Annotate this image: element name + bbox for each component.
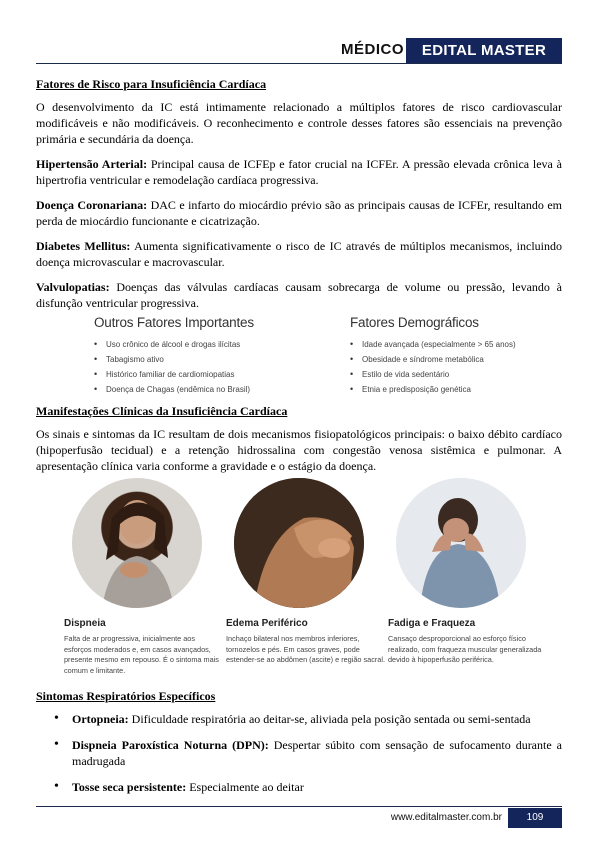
list-item: • Etnia e predisposição genética xyxy=(350,382,516,397)
edema-photo xyxy=(234,478,364,608)
section-title-risk-factors: Fatores de Risco para Insuficiência Cardíaca xyxy=(36,77,267,91)
footer-divider xyxy=(36,806,562,807)
list-item: • Ortopneia: Dificuldade respiratória ao deitar-se, aliviada pela posição sentada ou semi-sentada xyxy=(36,711,562,727)
card-dyspnea xyxy=(64,478,224,676)
page-content xyxy=(36,76,562,805)
risk-factor-coronary: Doença Coronariana: DAC e infarto do miocárdio prévio são as principais causas de ICFEr, resultando em perda de miocárdio funcionante e cicatrização. xyxy=(36,198,562,228)
page-number: 109 xyxy=(508,808,562,828)
card-description: Cansaço desproporcional ao esforço físico realizado, com fraqueza muscular generalizada devido à hipoperfusão periférica. xyxy=(388,634,542,664)
card-title: Edema Periférico xyxy=(226,618,308,629)
specialty-label: MÉDICO xyxy=(341,41,404,58)
term: Valvulopatias: xyxy=(36,280,110,294)
card-title: Fadiga e Fraqueza xyxy=(388,618,476,629)
list-item: • Histórico familiar de cardiomiopatias xyxy=(94,367,254,382)
header-divider xyxy=(36,63,562,64)
swollen-ankle-image xyxy=(234,478,364,608)
term: Tosse seca persistente: xyxy=(72,780,187,794)
factors-demographic-title: Fatores Demográficos xyxy=(350,315,479,330)
term: Doença Coronariana: xyxy=(36,198,148,212)
factors-demographic xyxy=(350,315,516,397)
list-item: • Tosse seca persistente: Especialmente ao deitar xyxy=(36,779,562,795)
list-item: • Uso crônico de álcool e drogas ilícitas xyxy=(94,337,254,352)
factors-other xyxy=(94,315,254,397)
tired-woman-image xyxy=(396,478,526,608)
risk-factor-diabetes: Diabetes Mellitus: Aumenta significativamente o risco de IC através de múltiplos mecanismos, incluindo doença microvascular e macrovascular. xyxy=(36,239,563,269)
dyspnea-photo xyxy=(72,478,202,608)
risk-factor-valvular: Valvulopatias: Doenças das válvulas cardíacas causam sobrecarga de volume ou pressão, levando à disfunção ventricular progressiva. xyxy=(36,280,562,310)
section-title-respiratory: Sintomas Respiratórios Específicos xyxy=(36,689,216,703)
card-edema xyxy=(226,478,386,666)
term: Ortopneia: xyxy=(72,712,129,726)
card-description: Inchaço bilateral nos membros inferiores, tornozelos e pés. Em casos graves, pode estender-se ao abdômen (ascite) e região sacral. xyxy=(226,634,385,664)
page-header xyxy=(36,38,562,64)
term: Diabetes Mellitus: xyxy=(36,239,131,253)
list-item: • Doença de Chagas (endêmica no Brasil) xyxy=(94,382,254,397)
website-link[interactable]: www.editalmaster.com.br xyxy=(390,812,502,823)
list-item: • Dispneia Paroxística Noturna (DPN): Despertar súbito com sensação de sufocamento durante a madrugada xyxy=(36,737,562,769)
manifestations-intro: Os sinais e sintomas da IC resultam de dois mecanismos fisiopatológicos principais: o baixo débito cardíaco (hipoperfusão tecidual) e a retenção hidrossalina com congestão venosa sistêmica e pulmonar. A apresentação clínica varia conforme a gravidade e o estágio da doença. xyxy=(36,427,562,473)
list-item: • Obesidade e síndrome metabólica xyxy=(350,352,516,367)
card-description: Falta de ar progressiva, inicialmente aos esforços moderados e, em casos avançados, presente mesmo em repouso. É o sintoma mais comum e limitante. xyxy=(64,634,219,675)
list-item: • Tabagismo ativo xyxy=(94,352,254,367)
card-fatigue xyxy=(388,478,548,666)
section-title-manifestations: Manifestações Clínicas da Insuficiência Cardíaca xyxy=(36,404,288,418)
risk-factors-intro: O desenvolvimento da IC está intimamente relacionado a múltiplos fatores de risco cardiovascular modificáveis e não modificáveis. O reconhecimento e controle desses fatores são essenciais na prevenção primária e secundária da doença. xyxy=(36,100,562,146)
list-item: • Idade avançada (especialmente > 65 anos) xyxy=(350,337,516,352)
fatigue-photo xyxy=(396,478,526,608)
woman-chest-pain-image xyxy=(72,478,202,608)
card-title: Dispneia xyxy=(64,618,106,629)
factors-other-title: Outros Fatores Importantes xyxy=(94,315,254,330)
factors-panel xyxy=(36,315,562,401)
respiratory-symptoms-list xyxy=(36,711,562,795)
symptom-cards xyxy=(36,478,562,688)
risk-factor-hypertension: Hipertensão Arterial: Principal causa de ICFEp e fator crucial na ICFEr. A pressão elevada crônica leva à hipertrofia ventricular e remodelação cardíaca progressiva. xyxy=(36,157,562,187)
term: Dispneia Paroxística Noturna (DPN): xyxy=(72,738,269,752)
brand-badge: EDITAL MASTER xyxy=(406,38,562,64)
list-item: • Estilo de vida sedentário xyxy=(350,367,516,382)
term: Hipertensão Arterial: xyxy=(36,157,148,171)
page-footer xyxy=(36,806,562,828)
